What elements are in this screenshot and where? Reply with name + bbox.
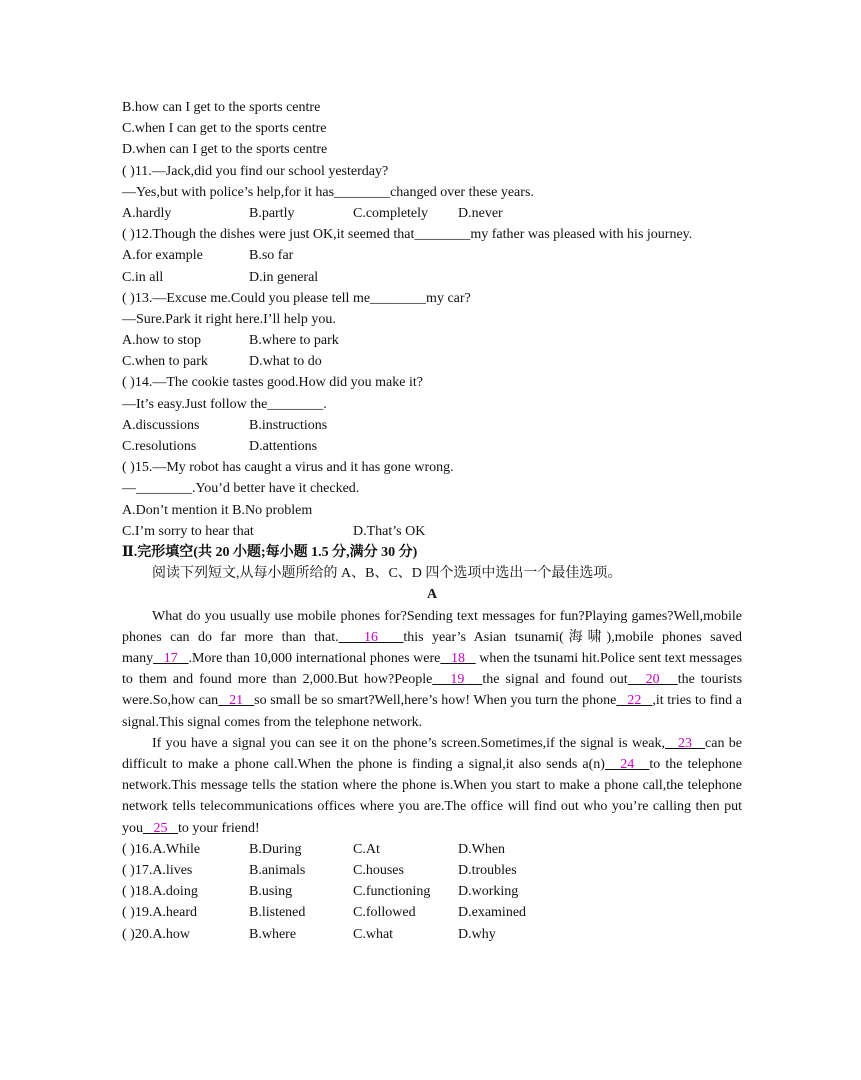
- section-2-title: Ⅱ.完形填空(共 20 小题;每小题 1.5 分,满分 30 分): [122, 544, 418, 560]
- question-15-options-row1: A.Don’t mention it B.No problem: [122, 502, 313, 518]
- option-d: D.That’s OK: [353, 523, 426, 539]
- passage-text: when the tsunami hit.Police sent text messages to them and found more than 2,000.But how?People: [122, 650, 743, 688]
- option-d: D.what to do: [249, 354, 322, 370]
- section-2-instruction: 阅读下列短文,从每小题所给的 A、B、C、D 四个选项中选出一个最佳选项。: [152, 566, 622, 582]
- passage-text: can be difficult to make a phone call.When the phone is finding a signal,it also sends a(n): [122, 735, 742, 772]
- option-c: C.when to park: [122, 354, 208, 370]
- option-c: C.completely: [353, 205, 429, 221]
- passage-paragraph-1: [122, 606, 742, 733]
- question-13-options-row2: [122, 351, 742, 372]
- blank-16: 16: [364, 629, 378, 645]
- question-14-dialog: —It’s easy.Just follow the________.: [122, 396, 327, 412]
- question-15-stem: ( )15.—My robot has caught a virus and it has gone wrong.: [122, 460, 454, 476]
- option-c: C.functioning: [353, 884, 431, 900]
- option-d: D.attentions: [249, 439, 318, 455]
- option-a: A.hardly: [122, 205, 172, 221]
- question-11-dialog: —Yes,but with police’s help,for it has________changed over these years.: [122, 184, 534, 200]
- answer-row: [122, 860, 742, 881]
- option-d: D.troubles: [458, 862, 517, 878]
- option-d: D.why: [458, 926, 496, 942]
- passage-text: so small be so smart?Well,here’s how! When you turn the phone: [254, 693, 617, 709]
- option-c: C.At: [353, 841, 380, 857]
- option-d: D.When: [458, 841, 506, 857]
- passage-text: What do you usually use mobile phones for?Sending text messages for fun?Playing games?Well,mobile phones can do far more than that.: [122, 608, 742, 645]
- blank-25: 25: [153, 820, 168, 836]
- question-11-stem: ( )11.—Jack,did you find our school yesterday?: [122, 163, 389, 179]
- option-a: A.how to stop: [122, 333, 201, 349]
- option-a: ( )18.A.doing: [122, 884, 198, 900]
- answer-row: [122, 902, 742, 923]
- exam-page: [122, 97, 742, 945]
- option-b: B.listened: [249, 905, 306, 921]
- question-15-options-row2: [122, 521, 742, 542]
- passage-text: If you have a signal you can see it on the phone’s screen.Sometimes,if the signal is weak,: [152, 735, 665, 751]
- blank-23: 23: [678, 735, 692, 751]
- option-a: ( )20.A.how: [122, 926, 191, 942]
- option-a: A.discussions: [122, 417, 200, 433]
- question-12-stem: ( )12.Though the dishes were just OK,it seemed that________my father was pleased with his journey.: [122, 227, 693, 243]
- option-a: ( )19.A.heard: [122, 905, 198, 921]
- blank-21: 21: [229, 693, 244, 709]
- option-b: B.where: [249, 926, 297, 942]
- question-12-options-row2: [122, 267, 742, 288]
- passage-text: .More than 10,000 international phones were: [188, 650, 441, 666]
- answer-row: [122, 839, 742, 860]
- question-14-stem: ( )14.—The cookie tastes good.How did you make it?: [122, 375, 423, 391]
- option-b: B.animals: [249, 862, 306, 878]
- passage-text: the signal and found out: [482, 672, 628, 688]
- blank-18: 18: [451, 650, 466, 666]
- option-b: B.so far: [249, 248, 294, 264]
- option-line: C.when I can get to the sports centre: [122, 121, 327, 137]
- option-b: B.using: [249, 884, 293, 900]
- passage-label: A: [426, 587, 438, 603]
- passage-paragraph-2: [122, 733, 742, 839]
- question-12-options-row1: [122, 245, 742, 266]
- passage-text: to the telephone network.This message tells the station where the phone is.When you start to make a phone call,the telephone network tells telecommunications offices where you are.The office will find out who you’re calling then put you: [122, 756, 742, 836]
- blank-17: 17: [163, 650, 178, 666]
- option-a: ( )17.A.lives: [122, 862, 193, 878]
- option-d: D.working: [458, 884, 519, 900]
- option-b: B.where to park: [249, 333, 339, 349]
- passage-text: this year’s Asian tsunami(海啸),mobile phones saved many: [122, 629, 743, 666]
- option-d: D.never: [458, 205, 503, 221]
- passage-text: to your friend!: [178, 820, 260, 836]
- option-c: C.houses: [353, 862, 404, 878]
- option-b: B.partly: [249, 205, 295, 221]
- option-d: D.examined: [458, 905, 527, 921]
- option-d: D.in general: [249, 269, 319, 285]
- answer-options: [122, 839, 742, 945]
- question-14-options-row1: [122, 415, 742, 436]
- option-c: C.I’m sorry to hear that: [122, 523, 254, 539]
- option-line: D.when can I get to the sports centre: [122, 142, 328, 158]
- option-c: C.in all: [122, 269, 164, 285]
- option-a: ( )16.A.While: [122, 841, 201, 857]
- option-c: C.resolutions: [122, 439, 197, 455]
- question-11-options: [122, 203, 742, 224]
- blank-24: 24: [620, 756, 635, 772]
- passage-text: ,it tries to find a signal.This signal comes from the telephone network.: [122, 693, 743, 730]
- question-13-stem: ( )13.—Excuse me.Could you please tell me________my car?: [122, 290, 471, 306]
- question-13-dialog: —Sure.Park it right here.I’ll help you.: [122, 311, 336, 327]
- option-a: A.for example: [122, 248, 203, 264]
- blank-20: 20: [645, 672, 660, 688]
- option-b: B.During: [249, 841, 302, 857]
- question-13-options-row1: [122, 330, 742, 351]
- blank-19: 19: [450, 672, 465, 688]
- question-14-options-row2: [122, 436, 742, 457]
- blank-22: 22: [627, 693, 642, 709]
- option-c: C.followed: [353, 905, 416, 921]
- option-c: C.what: [353, 926, 394, 942]
- option-b: B.instructions: [249, 417, 328, 433]
- question-15-dialog: —________.You’d better have it checked.: [122, 481, 360, 497]
- option-line: B.how can I get to the sports centre: [122, 100, 321, 115]
- answer-row: [122, 924, 742, 945]
- passage-text: the tourists were.So,how can: [122, 672, 743, 709]
- answer-row: [122, 881, 742, 902]
